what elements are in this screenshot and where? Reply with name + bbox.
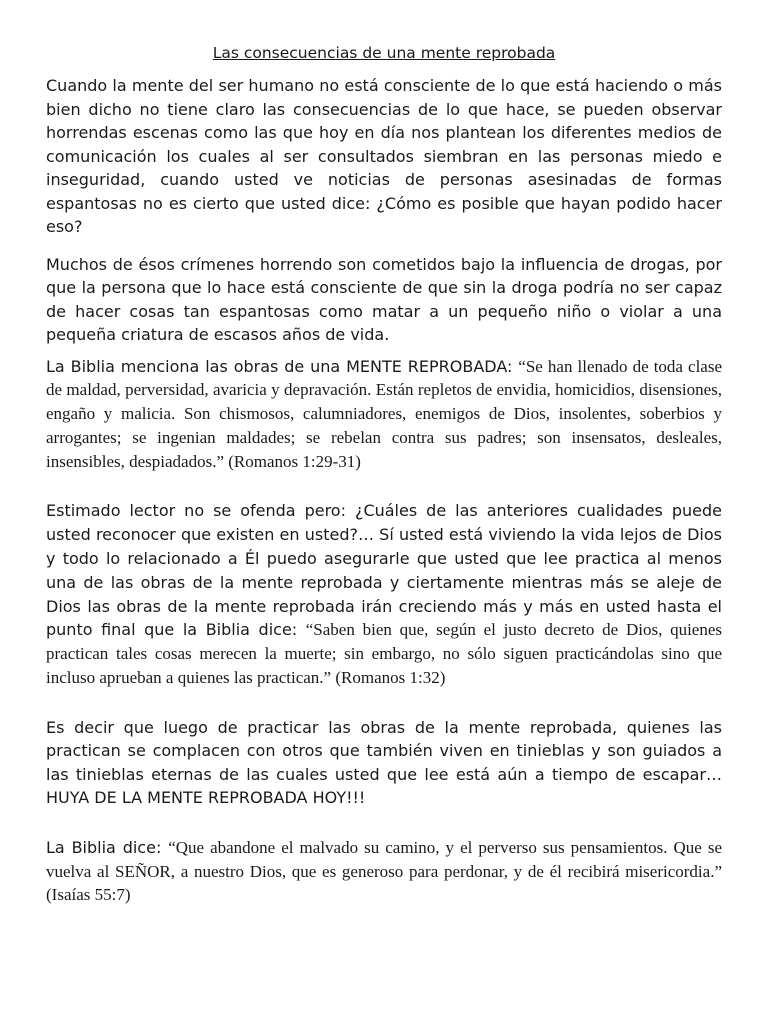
paragraph-6 [46,836,722,907]
bible-quote-isaias-55-7: “Que abandone el malvado su camino, y el perverso sus pensamientos. Que se vuelva al SEÑOR, a nuestro Dios, que es generoso para perdonar, y de él recibirá misericordia.” (Isaías 55:7) [46,837,722,905]
paragraph-3-intro: La Biblia menciona las obras de una MENTE REPROBADA: [46,356,519,376]
document-title: Las consecuencias de una mente reprobada [212,44,556,62]
paragraph-2: Muchos de ésos crímenes horrendo son cometidos bajo la influencia de drogas, por que la persona que lo hace está consciente de que sin la droga podría no ser capaz de hacer cosas tan espantosas como matar a un pequeño niño o violar a una pequeña criatura de escasos años de vida. [46,254,722,344]
paragraph-1: Cuando la mente del ser humano no está consciente de lo que está haciendo o más bien dicho no tiene claro las consecuencias de lo que hace, se pueden observar horrendas escenas como las que hoy en día nos plantean los diferentes medios de comunicación los cuales al ser consultados siembran en las personas miedo e inseguridad, cuando usted ve noticias de personas asesinadas de formas espantosas no es cierto que usted dice: ¿Cómo es posible que hayan podido hacer eso? [46,76,722,236]
paragraph-4-intro: Estimado lector no se ofenda pero: ¿Cuáles de las anteriores cualidades puede usted reconocer que existen en usted?… Sí usted está viviendo la vida lejos de Dios y todo lo relacionado a Él puedo asegurarle que usted que lee practica al menos una de las obras de la mente reprobada y ciertamente mientras más se aleje de Dios las obras de la mente reprobada irán creciendo más y más en usted hasta el punto final que la Biblia dice: [46,501,722,640]
bible-quote-romans-1-32: “Saben bien que, según el justo decreto de Dios, quienes practican tales cosas merecen la muerte; sin embargo, no sólo siguen practicándolas sino que incluso aprueban a quienes las practican.” (Romanos 1:32) [46,620,722,688]
bible-quote-romans-1-29-31: “Se han llenado de toda clase de maldad, perversidad, avaricia y depravación. Están repletos de envidia, homicidios, disensiones, engaño y malicia. Son chismosos, calumniadores, enemigos de Dios, insolentes, soberbios y arrogantes; se ingenian maldades; se rebelan contra sus padres; son insensatos, desleales, insensibles, despiadados.” (Romanos 1:29-31) [46,356,723,471]
paragraph-3 [46,355,722,474]
paragraph-5: Es decir que luego de practicar las obras de la mente reprobada, quienes las practican se complacen con otros que también viven en tinieblas y son guiados a las tinieblas eternas de las cuales usted que lee está aún a tiempo de escapar… HUYA DE LA MENTE REPROBADA HOY!!! [46,717,722,808]
paragraph-4 [46,499,722,689]
paragraph-6-intro: La Biblia dice: [46,837,169,857]
document-page [46,42,722,907]
